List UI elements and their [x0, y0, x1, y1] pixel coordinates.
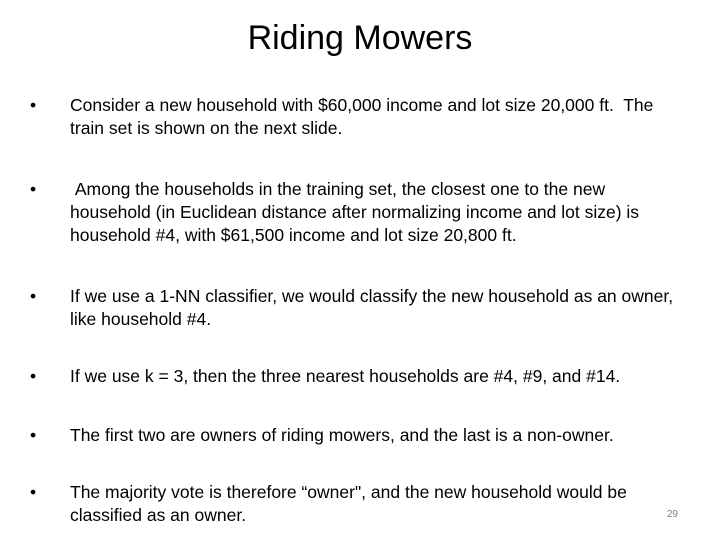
slide-title: Riding Mowers [247, 19, 473, 57]
bullet-marker: • [30, 286, 37, 306]
bullet-item [30, 94, 680, 140]
bullet-item [30, 365, 680, 388]
bullet-text: If we use k = 3, then the three nearest households are #4, #9, and #14. [70, 366, 621, 386]
bullet-marker: • [30, 95, 37, 115]
bullet-marker: • [30, 482, 37, 502]
bullet-text: If we use a 1-NN classifier, we would classify the new household as an owner, like household #4. [70, 286, 678, 329]
bullet-marker: • [30, 366, 37, 386]
bullet-item [30, 178, 680, 247]
bullet-item [30, 424, 680, 447]
bullet-text: Among the households in the training set, the closest one to the new household (in Euclidean distance after normalizing income and lot size) is household #4, with $61,500 income and lot size 20,800 ft. [70, 179, 644, 245]
bullet-text: The majority vote is therefore “owner", and the new household would be classified as an owner. [70, 482, 632, 525]
bullet-marker: • [30, 179, 37, 199]
bullet-text: The first two are owners of riding mowers, and the last is a non-owner. [70, 425, 614, 445]
bullet-item [30, 481, 680, 527]
bullet-marker: • [30, 425, 37, 445]
bullet-text: Consider a new household with $60,000 income and lot size 20,000 ft. The train set is shown on the next slide. [70, 95, 659, 138]
page-number: 29 [666, 509, 678, 520]
bullet-item [30, 285, 680, 331]
